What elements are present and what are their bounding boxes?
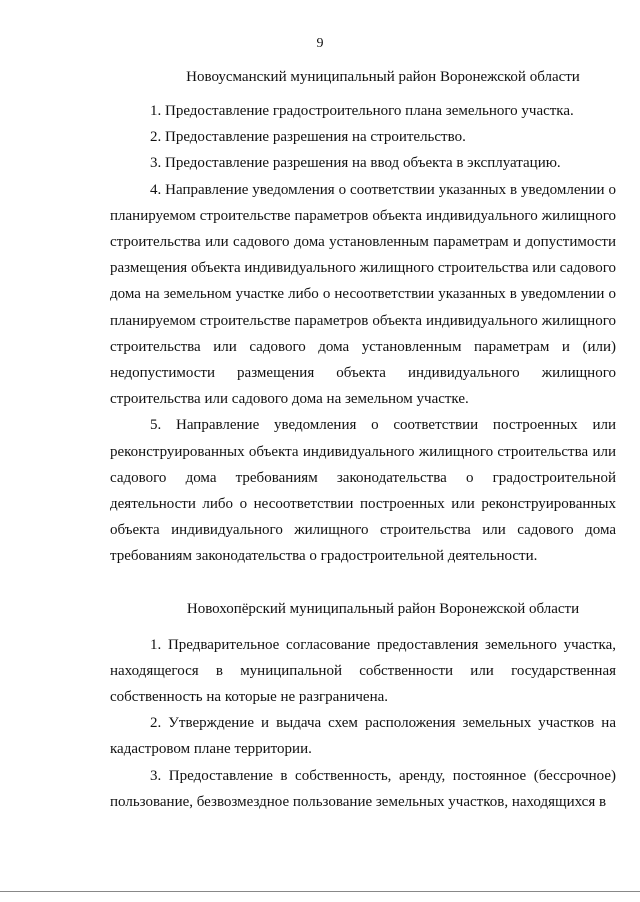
document-body <box>110 64 616 815</box>
list-item: 4. Направление уведомления о соответствии указанных в уведомлении о планируемом строительстве параметров объекта индивидуального жилищного строительства или садового дома установленным параметрам и допустимости размещения объекта индивидуального жилищного строительства или садового дома на земельном участке либо о несоответствии указанных в уведомлении о планируемом строительстве параметров объекта индивидуального жилищного строительства или садового дома установленным параметрам и (или) недопустимости размещения объекта индивидуального жилищного строительства или садового дома на земельном участке. <box>110 181 616 408</box>
list-item: 2. Предоставление разрешения на строительство. <box>150 129 466 146</box>
list-item: 3. Предоставление в собственность, аренду, постоянное (бессрочное) пользование, безвозмездное пользование земельных участков, находящихся в <box>110 767 616 810</box>
list-item: 3. Предоставление разрешения на ввод объекта в эксплуатацию. <box>150 155 561 172</box>
list-item: 1. Предварительное согласование предоставления земельного участка, находящегося в муниципальной собственности или государственная собственность на которые не разграничена. <box>110 636 616 706</box>
page-bottom-divider <box>0 891 640 892</box>
section-novousmansky <box>110 64 616 570</box>
list-item: 1. Предоставление градостроительного плана земельного участка. <box>150 103 574 119</box>
page-number: 9 <box>316 36 324 51</box>
list-item: 5. Направление уведомления о соответствии построенных или реконструированных объекта индивидуального жилищного строительства или садового дома требованиям законодательства о градостроительной деятельности либо о несоответствии построенных или реконструированных объекта индивидуального жилищного строительства или садового дома требованиям законодательства о градостроительной деятельности. <box>110 417 616 565</box>
list-item: 2. Утверждение и выдача схем расположения земельных участков на кадастровом плане территории. <box>110 715 616 758</box>
section-heading: Новоусманский муниципальный район Воронежской области <box>186 69 580 85</box>
section-heading: Новохопёрский муниципальный район Воронежской области <box>186 600 580 617</box>
section-novokhopersky <box>110 596 616 815</box>
